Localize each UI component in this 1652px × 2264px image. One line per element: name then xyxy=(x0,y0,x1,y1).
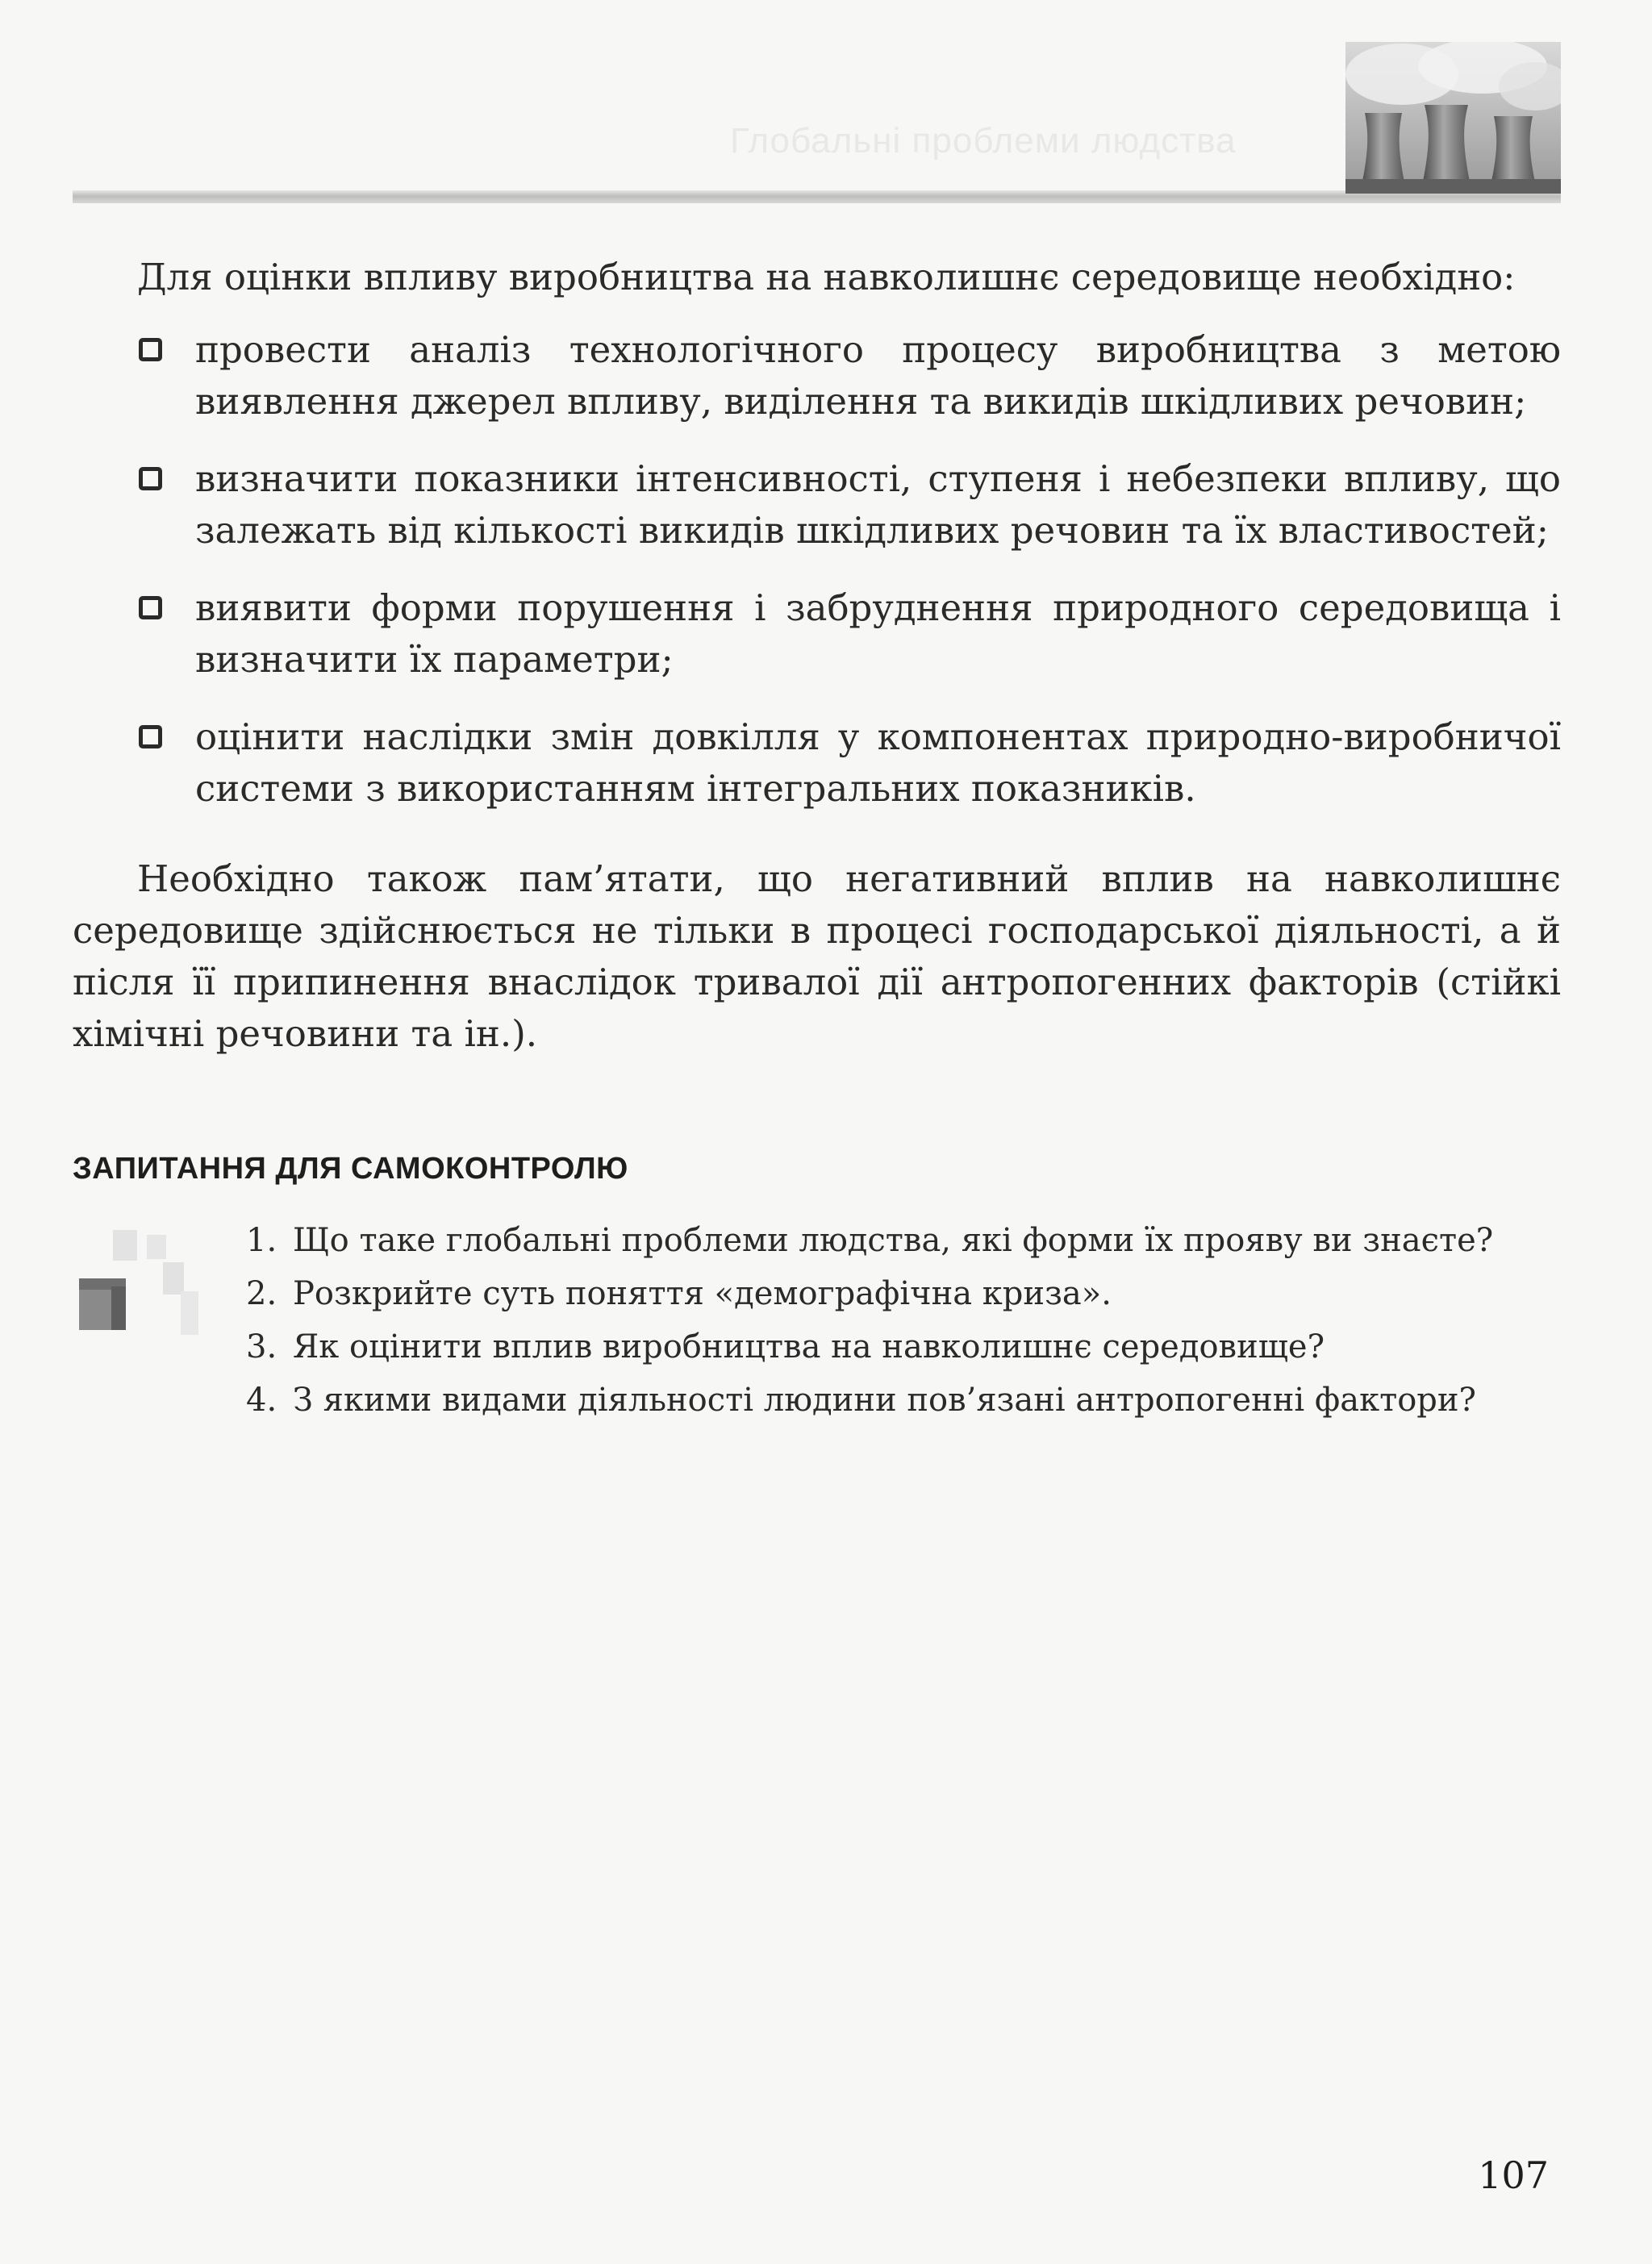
page-content xyxy=(73,252,1561,1432)
question-item xyxy=(246,1219,1561,1262)
checkbox-square-icon xyxy=(139,467,162,490)
question-number: 4. xyxy=(246,1382,277,1419)
second-paragraph: Необхідно також пам’ятати, що негативний вплив на навколишнє середовище здійснюється не тільки в процесі господарської діяльності, а й після її припинення внаслідок тривалої дії антропогенних факторів (стійкі хімічні речовини та ін.). xyxy=(73,857,1561,1055)
requirements-checklist xyxy=(73,324,1561,815)
checkbox-square-icon xyxy=(139,725,162,748)
checklist-item-text: виявити форми порушення і забруднення природного середовища і визначити їх параметри; xyxy=(195,586,1561,681)
questions-heading: ЗАПИТАННЯ ДЛЯ САМОКОНТРОЛЮ xyxy=(73,1152,628,1186)
checklist-item-text: провести аналіз технологічного процесу виробництва з метою виявлення джерел впливу, виділення та викидів шкідливих речовин; xyxy=(195,328,1561,423)
question-item xyxy=(246,1272,1561,1315)
page-number: 107 xyxy=(1478,2154,1549,2197)
question-text: Розкрийте суть поняття «демографічна криза». xyxy=(293,1275,1112,1312)
question-item xyxy=(246,1378,1561,1422)
question-number: 2. xyxy=(246,1275,277,1312)
cooling-towers-photo xyxy=(1345,42,1561,194)
questions-block xyxy=(73,1219,1561,1422)
question-item xyxy=(246,1325,1561,1369)
page-header xyxy=(73,0,1561,214)
checklist-item xyxy=(73,582,1561,686)
question-number: 1. xyxy=(246,1222,277,1259)
intro-paragraph: Для оцінки впливу виробництва на навколишнє середовище необхідно: xyxy=(137,256,1516,298)
question-text: Як оцінити вплив виробництва на навколишнє середовище? xyxy=(293,1328,1325,1365)
checklist-item-text: оцінити наслідки змін довкілля у компонентах природно-виробничої системи з використанням інтегральних показників. xyxy=(195,715,1561,810)
running-header-title: Глобальні проблеми людства xyxy=(730,121,1237,161)
question-number: 3. xyxy=(246,1328,277,1365)
header-divider xyxy=(73,190,1561,203)
questions-list xyxy=(73,1219,1561,1422)
checklist-item xyxy=(73,711,1561,815)
question-text: З якими видами діяльності людини пов’язані антропогенні фактори? xyxy=(293,1382,1476,1419)
checklist-item xyxy=(73,324,1561,427)
question-text: Що таке глобальні проблеми людства, які форми їх прояву ви знаєте? xyxy=(293,1222,1494,1259)
checkbox-square-icon xyxy=(139,596,162,619)
self-check-icon xyxy=(73,1227,210,1356)
checklist-item-text: визначити показники інтенсивності, ступеня і небезпеки впливу, що залежать від кількості викидів шкідливих речовин та їх властивостей; xyxy=(195,457,1561,552)
checklist-item xyxy=(73,453,1561,557)
checkbox-square-icon xyxy=(139,338,162,361)
